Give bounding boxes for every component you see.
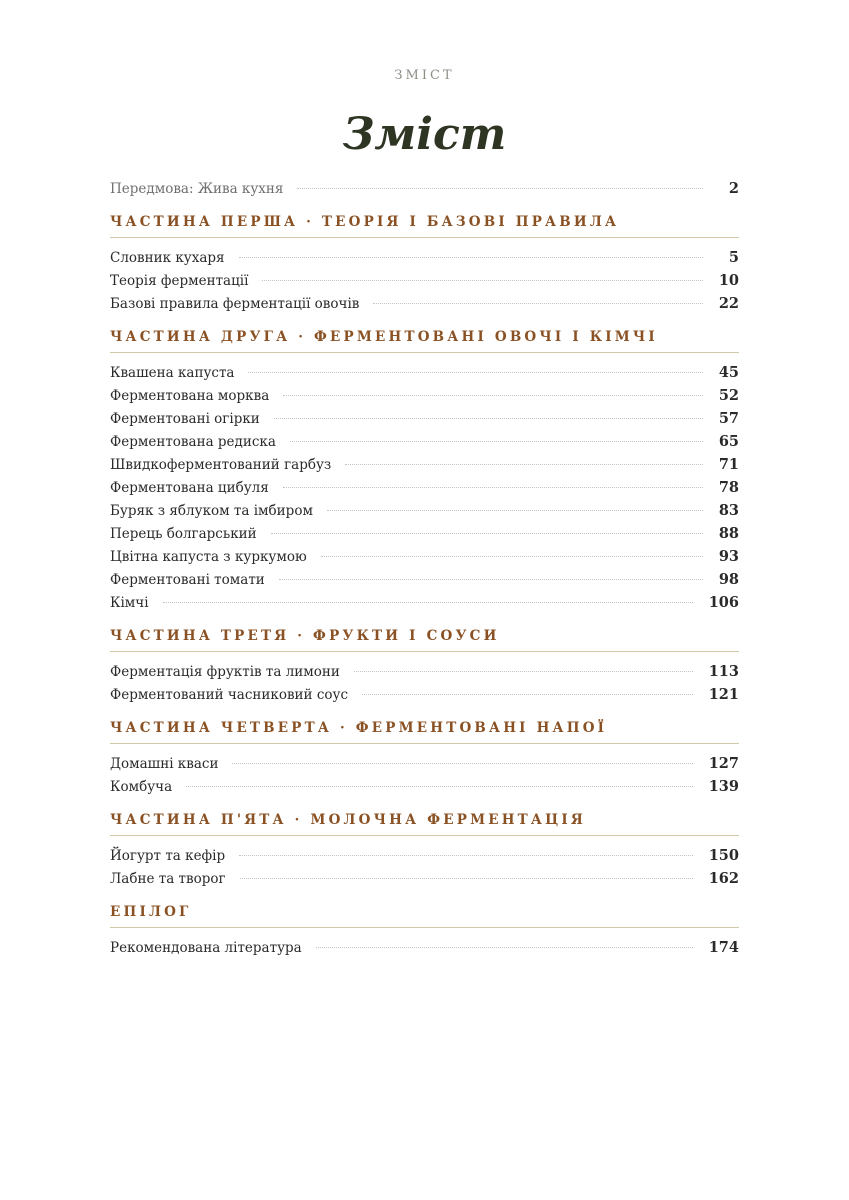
part-heading: ЕПІЛОГ xyxy=(110,902,739,928)
toc-entry-page: 162 xyxy=(708,870,739,887)
dot-leader xyxy=(163,602,693,603)
toc-entry-label: Ферментована редиска xyxy=(110,434,276,450)
part-entry-list xyxy=(110,361,739,614)
toc-entry-label: Теорія ферментації xyxy=(110,273,249,289)
part-heading: ЧАСТИНА ТРЕТЯ · ФРУКТИ І СОУСИ xyxy=(110,626,739,652)
toc-entry-page: 139 xyxy=(708,778,739,795)
toc-entry-label: Кімчі xyxy=(110,595,149,611)
toc-part xyxy=(110,212,739,315)
toc-entry-preface[interactable] xyxy=(110,177,739,200)
toc-entry-label: Перець болгарський xyxy=(110,526,257,542)
toc-entry-label: Буряк з яблуком та імбиром xyxy=(110,503,313,519)
dot-leader xyxy=(327,510,703,511)
dot-leader xyxy=(274,418,703,419)
toc-entry-label: Передмова: Жива кухня xyxy=(110,181,284,197)
part-entry-list xyxy=(110,936,739,959)
toc-entry-page: 52 xyxy=(718,387,739,404)
toc-entry[interactable] xyxy=(110,683,739,706)
toc-entry-page: 5 xyxy=(728,249,739,266)
toc-entry[interactable] xyxy=(110,867,739,890)
toc-entry-label: Ферментована цибуля xyxy=(110,480,269,496)
toc-entry-page: 121 xyxy=(708,686,739,703)
toc-entry-label: Квашена капуста xyxy=(110,365,235,381)
dot-leader xyxy=(283,487,703,488)
toc-entry-page: 83 xyxy=(718,502,739,519)
dot-leader xyxy=(290,441,703,442)
dot-leader xyxy=(186,786,693,787)
toc-entry-label: Базові правила ферментації овочів xyxy=(110,296,360,312)
dot-leader xyxy=(316,947,693,948)
toc-entry[interactable] xyxy=(110,384,739,407)
toc-entry-page: 57 xyxy=(718,410,739,427)
toc-entry[interactable] xyxy=(110,407,739,430)
toc-part xyxy=(110,902,739,959)
dot-leader xyxy=(232,763,692,764)
toc-entry[interactable] xyxy=(110,591,739,614)
toc-entry[interactable] xyxy=(110,660,739,683)
dot-leader xyxy=(321,556,703,557)
toc-entry[interactable] xyxy=(110,476,739,499)
part-heading: ЧАСТИНА ДРУГА · ФЕРМЕНТОВАНІ ОВОЧІ І КІМЧІ xyxy=(110,327,739,353)
dot-leader xyxy=(240,878,693,879)
toc-entry-label: Ферментація фруктів та лимони xyxy=(110,664,340,680)
toc-entry[interactable] xyxy=(110,292,739,315)
dot-leader xyxy=(279,579,703,580)
toc-entry-label: Домашні кваси xyxy=(110,756,219,772)
toc-entry[interactable] xyxy=(110,269,739,292)
toc-entry-label: Ферментований часниковий соус xyxy=(110,687,349,703)
toc-entry-label: Словник кухаря xyxy=(110,250,225,266)
toc-entry-page: 88 xyxy=(718,525,739,542)
toc-entry-label: Ферментовані томати xyxy=(110,572,265,588)
toc-entry-label: Ферментована морква xyxy=(110,388,270,404)
part-entry-list xyxy=(110,246,739,315)
toc-entry[interactable] xyxy=(110,522,739,545)
toc-entry[interactable] xyxy=(110,246,739,269)
dot-leader xyxy=(248,372,702,373)
dot-leader xyxy=(373,303,702,304)
toc-entry[interactable] xyxy=(110,430,739,453)
toc-entry-page: 150 xyxy=(708,847,739,864)
toc-entry[interactable] xyxy=(110,545,739,568)
part-heading: ЧАСТИНА П'ЯТА · МОЛОЧНА ФЕРМЕНТАЦІЯ xyxy=(110,810,739,836)
running-head: ЗМІСТ xyxy=(394,68,455,83)
dot-leader xyxy=(271,533,703,534)
toc-entry-page: 78 xyxy=(718,479,739,496)
toc-entry-page: 22 xyxy=(718,295,739,312)
toc-entry-label: Швидкоферментований гарбуз xyxy=(110,457,332,473)
toc-entry-page: 45 xyxy=(718,364,739,381)
toc-entry[interactable] xyxy=(110,844,739,867)
part-entry-list xyxy=(110,660,739,706)
page-title: Зміст xyxy=(342,109,507,160)
dot-leader xyxy=(262,280,702,281)
dot-leader xyxy=(283,395,703,396)
toc-entry-page: 106 xyxy=(708,594,739,611)
dot-leader xyxy=(345,464,703,465)
part-entry-list xyxy=(110,752,739,798)
toc-part xyxy=(110,718,739,798)
toc-entry-page: 10 xyxy=(718,272,739,289)
part-heading: ЧАСТИНА ЧЕТВЕРТА · ФЕРМЕНТОВАНІ НАПОЇ xyxy=(110,718,739,744)
dot-leader xyxy=(239,855,693,856)
toc-entry-page: 127 xyxy=(708,755,739,772)
part-heading: ЧАСТИНА ПЕРША · ТЕОРІЯ І БАЗОВІ ПРАВИЛА xyxy=(110,212,739,238)
toc-entry-page: 98 xyxy=(718,571,739,588)
toc-entry-page: 2 xyxy=(728,180,739,197)
toc-entry[interactable] xyxy=(110,752,739,775)
toc-entry-label: Рекомендована література xyxy=(110,940,302,956)
toc-part xyxy=(110,626,739,706)
toc-entry-page: 71 xyxy=(718,456,739,473)
toc-entry[interactable] xyxy=(110,568,739,591)
toc-entry-label: Йогурт та кефір xyxy=(110,848,226,864)
part-entry-list xyxy=(110,844,739,890)
toc-entry-label: Цвітна капуста з куркумою xyxy=(110,549,307,565)
toc-entry[interactable] xyxy=(110,453,739,476)
table-of-contents xyxy=(110,177,739,959)
toc-entry-page: 65 xyxy=(718,433,739,450)
toc-entry-page: 113 xyxy=(708,663,739,680)
toc-part xyxy=(110,327,739,614)
dot-leader xyxy=(297,188,703,189)
dot-leader xyxy=(354,671,693,672)
toc-entry[interactable] xyxy=(110,499,739,522)
toc-entry-page: 93 xyxy=(718,548,739,565)
toc-entry[interactable] xyxy=(110,361,739,384)
toc-entry[interactable] xyxy=(110,775,739,798)
toc-part xyxy=(110,810,739,890)
toc-entry[interactable] xyxy=(110,936,739,959)
dot-leader xyxy=(239,257,703,258)
toc-entry-label: Ферментовані огірки xyxy=(110,411,260,427)
toc-parts xyxy=(110,212,739,959)
toc-entry-label: Лабне та творог xyxy=(110,871,226,887)
toc-entry-page: 174 xyxy=(708,939,739,956)
dot-leader xyxy=(362,694,693,695)
toc-entry-label: Комбуча xyxy=(110,779,173,795)
